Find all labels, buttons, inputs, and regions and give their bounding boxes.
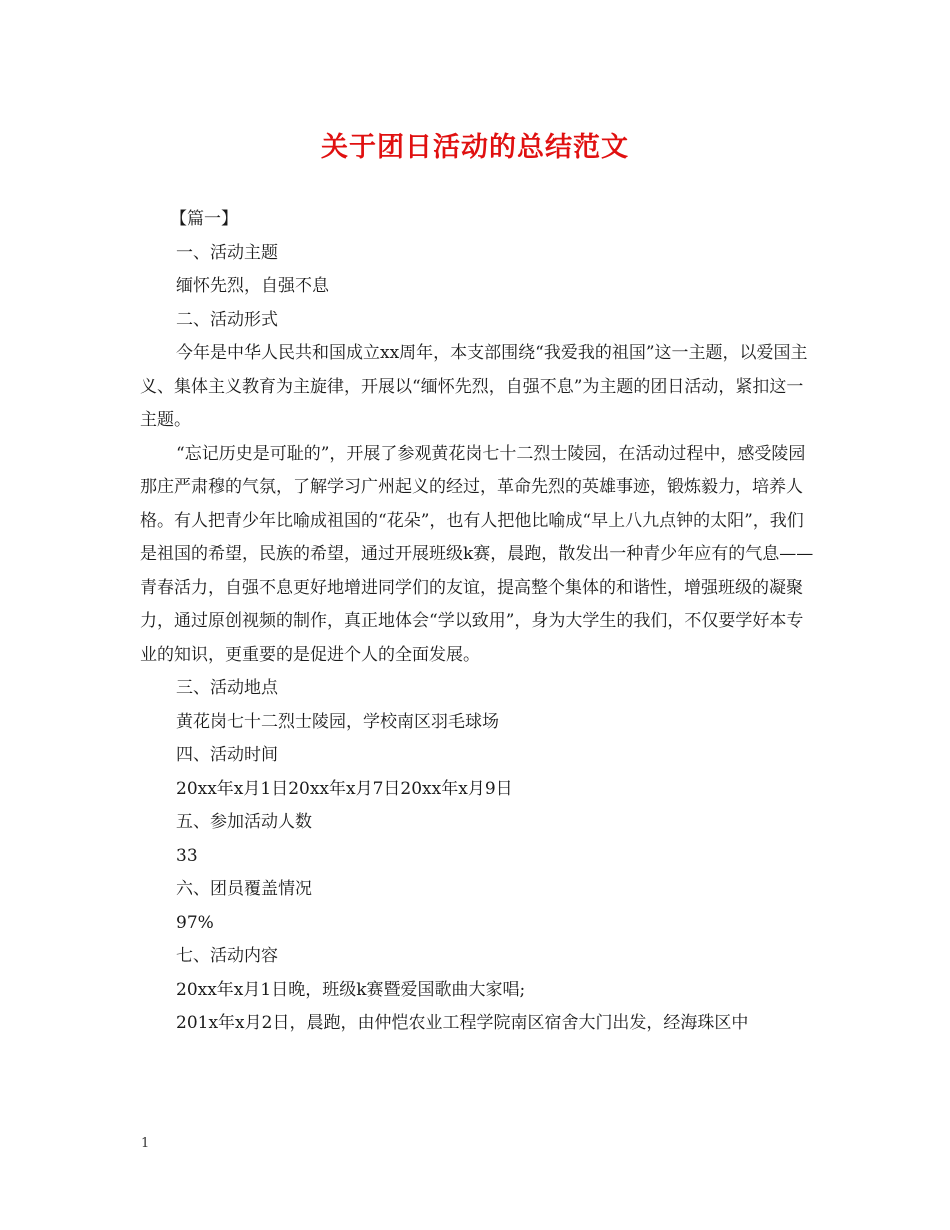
section-heading-participants: 五、参加活动人数 bbox=[176, 812, 312, 832]
part-heading: 【篇一】 bbox=[170, 209, 238, 229]
document-title: 关于团日活动的总结范文 bbox=[321, 132, 629, 163]
section-heading-form: 二、活动形式 bbox=[176, 309, 278, 330]
section-heading-time: 四、活动时间 bbox=[176, 745, 278, 765]
body-paragraph: “忘记历史是可耻的”，开展了参观黄花岗七十二烈士陵园，在活动过程中，感受陵园那庄严肃穆的气氛，了解学习广州起义的经过，革命先烈的英雄事迹，锻炼毅力，培养人格。有人把青少年比喻成祖国的“花朵”，也有人把他比喻成“早上八九点钟的太阳”，我们是祖国的希望，民族的希望，通过开展班级k赛，晨跑，散发出一种青少年应有的气息——青春活力，自强不息更好地增进同学们的友谊，提高整个集体的和谐性，增强班级的凝聚力，通过原创视频的制作，真正地体会“学以致用”，身为大学生的我们，不仅要学好本专业的知识，更重要的是促进个人的全面发展。 bbox=[140, 443, 814, 665]
section-heading-location: 三、活动地点 bbox=[176, 678, 278, 698]
content-item: 20xx年x月1日晚，班级k赛暨爱国歌曲大家唱; bbox=[176, 979, 526, 1000]
section-heading-coverage: 六、团员覆盖情况 bbox=[176, 879, 312, 899]
coverage-value: 97% bbox=[176, 912, 214, 933]
document-body bbox=[140, 203, 820, 1041]
section-heading-theme: 一、活动主题 bbox=[176, 242, 278, 263]
body-paragraph: 今年是中华人民共和国成立xx周年，本支部围绕“我爱我的祖国”这一主题，以爱国主义、集体主义教育为主旋律，开展以“缅怀先烈，自强不息”为主题的团日活动，紧扣这一主题。 bbox=[140, 343, 808, 430]
section-heading-content: 七、活动内容 bbox=[176, 946, 278, 966]
location-text: 黄花岗七十二烈士陵园，学校南区羽毛球场 bbox=[176, 711, 499, 732]
content-item: 201x年x月2日，晨跑，由仲恺农业工程学院南区宿舍大门出发，经海珠区中 bbox=[176, 1013, 749, 1033]
theme-text: 缅怀先烈，自强不息 bbox=[176, 276, 329, 296]
participants-count: 33 bbox=[176, 845, 198, 866]
page-number: 1 bbox=[141, 1136, 150, 1151]
time-text: 20xx年x月1日20xx年x月7日20xx年x月9日 bbox=[176, 778, 513, 799]
